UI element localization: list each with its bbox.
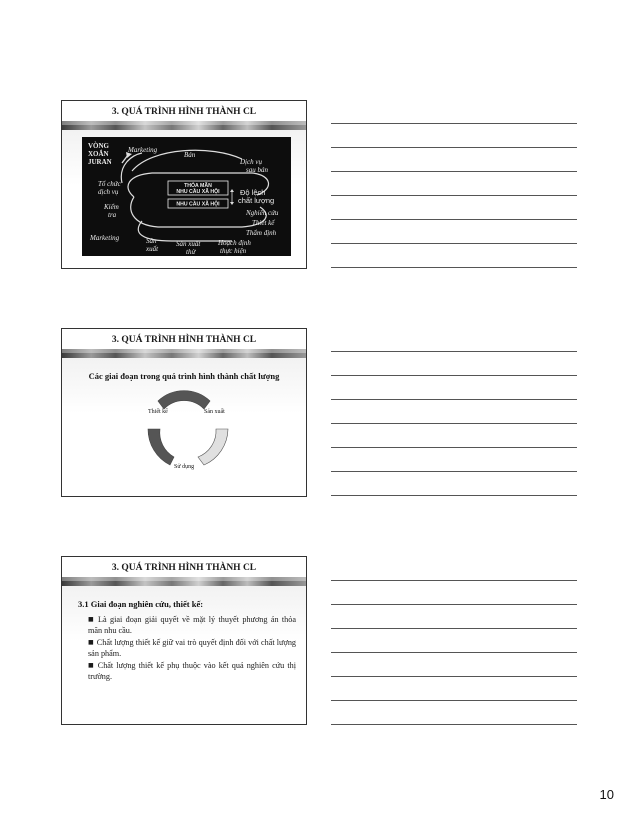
notes-line <box>331 123 577 124</box>
stage-label-usage: Sử dụng <box>174 464 195 470</box>
notes-line <box>331 243 577 244</box>
notes-line <box>331 267 577 268</box>
list-item: ■ Chất lượng thiết kế giữ vai trò quyết định đối với chất lượng sản phẩm. <box>88 637 297 659</box>
notes-line <box>331 724 577 725</box>
notes-line <box>331 351 577 352</box>
list-item: ■ Là giai đoạn giải quyết về mặt lý thuyết phương án thỏa mãn nhu cầu. <box>88 615 296 636</box>
spiral-san-xuat-2: xuất <box>146 245 159 253</box>
spiral-label-1: VÒNG <box>88 142 109 150</box>
spiral-ban: Bán <box>184 151 196 159</box>
notes-line <box>331 652 577 653</box>
spiral-thiet-ke: Thiết kế <box>252 219 275 227</box>
spiral-san-xuat-thu-1: Sản xuất <box>176 240 201 248</box>
notes-line <box>331 171 577 172</box>
slide-heading: 3.1 Giai đoạn nghiên cứu, thiết kế: <box>78 599 204 609</box>
notes-line <box>331 495 577 496</box>
notes-line <box>331 580 577 581</box>
notes-line <box>331 604 577 605</box>
notes-line <box>331 423 577 424</box>
spiral-kiem-2: tra <box>108 211 117 219</box>
stage-label-production: Sản xuất <box>204 409 225 415</box>
spiral-to-chuc-2: dịch vụ <box>98 188 119 196</box>
notes-line <box>331 628 577 629</box>
stage-arc-left <box>148 429 174 465</box>
notes-line <box>331 195 577 196</box>
stage-arc-top <box>158 391 210 409</box>
notes-line <box>331 471 577 472</box>
notes-line <box>331 700 577 701</box>
title-band <box>62 577 306 586</box>
spiral-hoach-dinh-1: Hoạch định <box>218 239 251 247</box>
square-bullet-icon: ■ <box>88 661 95 669</box>
title-band <box>62 121 306 130</box>
notes-line <box>331 219 577 220</box>
notes-line <box>331 447 577 448</box>
list-item: ■ Chất lượng thiết kế phụ thuộc vào kết quả nghiên cứu thị trường. <box>88 660 297 682</box>
slide-2 <box>61 328 307 497</box>
slide-title: 3. QUÁ TRÌNH HÌNH THÀNH CL <box>111 563 257 573</box>
stage-arc-right <box>198 429 228 465</box>
spiral-dich-vu-2: sau bán <box>246 166 268 174</box>
spiral-nghien-cuu: Nghiên cứu <box>246 209 279 217</box>
notes-line <box>331 676 577 677</box>
page-number: 10 <box>599 787 614 802</box>
spiral-dich-vu-1: Dịch vụ <box>240 158 262 166</box>
stage-label-design: Thiết kế <box>148 409 168 415</box>
notes-line <box>331 375 577 376</box>
spiral-san-xuat-1: Sản <box>146 237 157 245</box>
stage-cycle-diagram <box>62 329 308 498</box>
spiral-marketing-bottom: Marketing <box>90 234 120 242</box>
slide-3 <box>61 556 307 725</box>
spiral-kiem-1: Kiểm <box>104 203 119 211</box>
notes-line <box>331 399 577 400</box>
slide-1 <box>61 100 307 269</box>
juran-spiral-diagram <box>82 137 291 256</box>
spiral-hoach-dinh-2: thực hiện <box>220 247 247 255</box>
spiral-box-top-2: NHU CẦU XÃ HỘI <box>176 189 220 195</box>
slide-heading: Các giai đoạn trong quá trình hình thành chất lượng <box>88 371 280 381</box>
spiral-tham-dinh: Thẩm định <box>246 229 277 237</box>
spiral-label-2: XOẮN <box>88 150 109 158</box>
spiral-do-lech-2: chất lượng <box>238 196 275 205</box>
notes-line <box>331 147 577 148</box>
spiral-do-lech-1: Độ lệch <box>240 188 266 197</box>
square-bullet-icon: ■ <box>88 616 95 623</box>
spiral-marketing-top: Marketing <box>128 146 158 154</box>
spiral-box-top-1: THỎA MÃN <box>184 183 212 189</box>
square-bullet-icon: ■ <box>88 638 94 646</box>
slide-title: 3. QUÁ TRÌNH HÌNH THÀNH CL <box>111 335 257 345</box>
spiral-to-chuc-1: Tổ chức <box>98 180 121 188</box>
spiral-label-3: JURAN <box>88 158 112 166</box>
bullet-list <box>88 615 296 684</box>
slide-title: 3. QUÁ TRÌNH HÌNH THÀNH CL <box>111 107 257 117</box>
spiral-san-xuat-thu-2: thử <box>186 248 196 256</box>
spiral-box-bottom: NHU CẦU XÃ HỘI <box>176 201 220 208</box>
